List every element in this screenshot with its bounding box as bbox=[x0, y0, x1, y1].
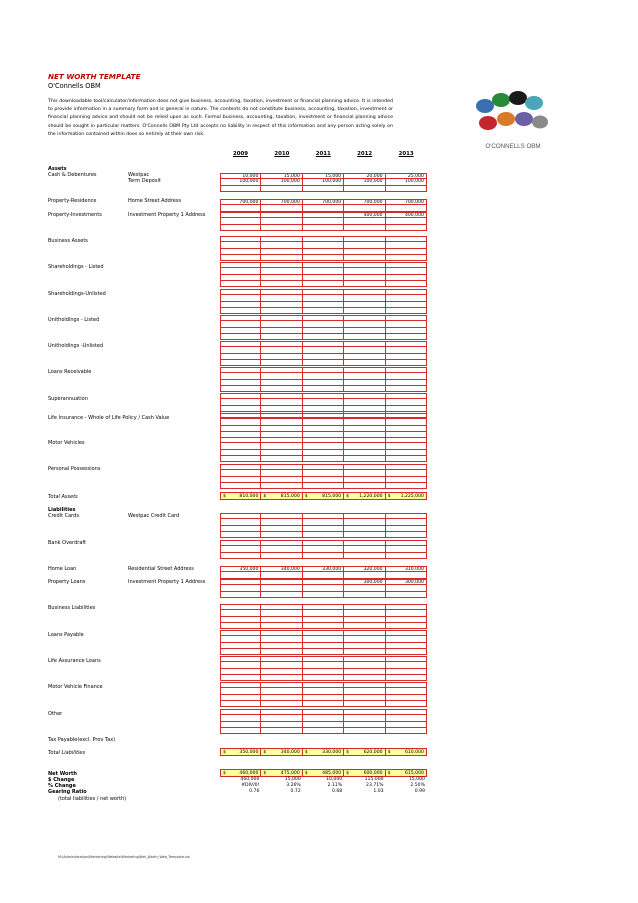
table-row bbox=[220, 675, 427, 681]
value-cell[interactable] bbox=[386, 649, 427, 655]
value-cell[interactable] bbox=[303, 623, 344, 629]
value-cell: 1.03 bbox=[373, 789, 384, 794]
value-cell[interactable] bbox=[261, 308, 302, 314]
total-assets-label: Total Assets bbox=[48, 494, 78, 500]
value-cell[interactable] bbox=[344, 360, 385, 366]
value-cell[interactable]: 100,000 bbox=[303, 179, 344, 185]
value-cell: 115,000 bbox=[364, 777, 384, 782]
liability-label: Other bbox=[48, 711, 63, 717]
table-row bbox=[220, 334, 427, 340]
value-cell[interactable] bbox=[344, 386, 385, 392]
asset-grid bbox=[220, 262, 427, 287]
value-cell: 0.76 bbox=[249, 789, 260, 794]
value-cell[interactable] bbox=[303, 456, 344, 462]
asset-grid bbox=[220, 341, 427, 366]
asset-detail: Term Deposit bbox=[128, 178, 161, 185]
liability-grid bbox=[220, 682, 427, 707]
value-cell[interactable] bbox=[261, 701, 302, 707]
value-cell[interactable]: 100,000 bbox=[261, 179, 302, 185]
value-cell: 0.72 bbox=[290, 789, 301, 794]
value-cell[interactable] bbox=[220, 649, 261, 655]
asset-label: Property-Residence bbox=[48, 198, 97, 204]
value-cell[interactable] bbox=[344, 205, 385, 211]
total-liabilities-label: Total Liabilities bbox=[48, 750, 86, 756]
asset-grid bbox=[220, 236, 427, 261]
value-cell[interactable] bbox=[261, 205, 302, 211]
value-cell[interactable] bbox=[303, 205, 344, 211]
value-cell[interactable] bbox=[261, 728, 302, 734]
liability-grid bbox=[220, 656, 427, 681]
table-row bbox=[220, 623, 427, 629]
value-cell[interactable] bbox=[344, 281, 385, 287]
liability-detail: Westpac Credit Card bbox=[128, 513, 180, 519]
asset-label: Shareholdings - Listed bbox=[48, 264, 104, 270]
value-cell[interactable] bbox=[303, 483, 344, 489]
asset-grid bbox=[220, 413, 427, 438]
value-cell[interactable] bbox=[261, 360, 302, 366]
value-cell[interactable] bbox=[386, 186, 427, 192]
value-cell[interactable] bbox=[261, 649, 302, 655]
asset-detail: Investment Property 1 Address bbox=[128, 212, 206, 218]
asset-grid bbox=[220, 212, 427, 231]
table-row bbox=[220, 532, 427, 538]
value-cell[interactable] bbox=[386, 728, 427, 734]
value-cell[interactable] bbox=[303, 386, 344, 392]
value-cell[interactable] bbox=[220, 592, 261, 598]
asset-detail: Westpac bbox=[128, 172, 150, 178]
value-cell[interactable] bbox=[261, 532, 302, 538]
value-cell[interactable]: $ 475,000 bbox=[261, 769, 302, 777]
value-cell: 0.68 bbox=[331, 789, 343, 794]
value-cell[interactable] bbox=[344, 225, 385, 231]
asset-grid bbox=[220, 315, 427, 340]
table-row bbox=[220, 386, 427, 392]
table-row bbox=[220, 360, 427, 366]
value-cell[interactable] bbox=[261, 553, 302, 559]
asset-grid bbox=[220, 464, 427, 489]
value-cell: 460,000 bbox=[240, 777, 260, 782]
asset-label: Motor Vehicles bbox=[48, 440, 85, 446]
value-cell[interactable] bbox=[386, 225, 427, 231]
value-cell[interactable] bbox=[303, 334, 344, 340]
value-cell[interactable]: $ 815,000 bbox=[303, 492, 344, 500]
tax-payable-label: Tax Payable(excl. Prov Tax) bbox=[48, 737, 116, 743]
gearing-note: (total liabilities / net worth) bbox=[58, 796, 127, 802]
value-cell[interactable]: 100,000 bbox=[344, 179, 385, 185]
gearing-ratio-label: Gearing Ratio bbox=[48, 789, 87, 795]
value-cell[interactable] bbox=[344, 701, 385, 707]
liability-grid bbox=[220, 540, 427, 559]
value-cell[interactable] bbox=[386, 592, 427, 598]
value-cell[interactable]: 10,000 bbox=[220, 173, 261, 179]
company-name: O'Connells OBM bbox=[48, 82, 101, 90]
value-cell: #DIV/0! bbox=[241, 783, 260, 788]
table-row bbox=[220, 205, 427, 211]
value-cell[interactable] bbox=[303, 225, 344, 231]
value-cell[interactable] bbox=[386, 532, 427, 538]
value-cell[interactable]: 700,000 bbox=[261, 199, 302, 205]
value-cell[interactable]: 300,000 bbox=[344, 579, 385, 585]
value-cell: 3.26% bbox=[286, 783, 301, 788]
table-row bbox=[220, 483, 427, 489]
asset-label: Cash & Debentures bbox=[48, 172, 97, 178]
asset-grid bbox=[220, 289, 427, 314]
table-row bbox=[220, 701, 427, 707]
value-cell[interactable] bbox=[303, 701, 344, 707]
asset-grid bbox=[220, 199, 427, 212]
gearing-ratio-row bbox=[220, 789, 427, 795]
value-cell[interactable] bbox=[344, 456, 385, 462]
value-cell[interactable] bbox=[220, 572, 261, 578]
value-cell: 10,000 bbox=[326, 777, 343, 782]
table-row bbox=[220, 748, 427, 756]
value-cell[interactable]: $ 815,000 bbox=[261, 492, 302, 500]
value-cell[interactable] bbox=[386, 572, 427, 578]
table-row bbox=[220, 186, 427, 192]
value-cell[interactable]: 700,000 bbox=[386, 199, 427, 205]
value-cell[interactable] bbox=[303, 649, 344, 655]
value-cell[interactable] bbox=[344, 553, 385, 559]
value-cell[interactable] bbox=[261, 456, 302, 462]
liability-grid bbox=[220, 604, 427, 629]
value-cell[interactable] bbox=[261, 572, 302, 578]
value-cell[interactable] bbox=[220, 623, 261, 629]
value-cell[interactable] bbox=[261, 255, 302, 261]
value-cell[interactable] bbox=[261, 334, 302, 340]
value-cell[interactable] bbox=[261, 592, 302, 598]
value-cell[interactable] bbox=[261, 675, 302, 681]
value-cell[interactable] bbox=[261, 483, 302, 489]
value-cell[interactable]: 330,000 bbox=[303, 566, 344, 572]
value-cell[interactable] bbox=[220, 553, 261, 559]
year-header: 2009 bbox=[232, 151, 248, 157]
value-cell: 23.71% bbox=[366, 783, 384, 788]
value-cell[interactable]: 340,000 bbox=[261, 566, 302, 572]
value-cell[interactable]: 20,000 bbox=[344, 173, 385, 179]
value-cell[interactable] bbox=[303, 255, 344, 261]
liability-grid bbox=[220, 579, 427, 598]
value-cell[interactable]: $ 610,000 bbox=[386, 748, 427, 756]
value-cell[interactable] bbox=[261, 281, 302, 287]
asset-label: Personal Possessions bbox=[48, 466, 101, 472]
liability-grid bbox=[220, 513, 427, 538]
value-cell[interactable] bbox=[386, 386, 427, 392]
value-cell[interactable] bbox=[386, 205, 427, 211]
value-cell[interactable] bbox=[303, 572, 344, 578]
value-cell[interactable]: 400,000 bbox=[386, 212, 427, 218]
value-cell[interactable] bbox=[303, 186, 344, 192]
value-cell[interactable] bbox=[386, 456, 427, 462]
asset-grid bbox=[220, 173, 427, 192]
value-cell[interactable] bbox=[261, 623, 302, 629]
value-cell[interactable]: 310,000 bbox=[386, 566, 427, 572]
value-cell: 2.11% bbox=[327, 783, 343, 788]
value-cell[interactable] bbox=[344, 255, 385, 261]
value-cell[interactable]: 320,000 bbox=[344, 566, 385, 572]
value-cell[interactable] bbox=[220, 701, 261, 707]
asset-label: Loans Receivable bbox=[48, 369, 92, 375]
value-cell[interactable] bbox=[220, 225, 261, 231]
year-headers bbox=[220, 151, 427, 160]
value-cell[interactable] bbox=[386, 675, 427, 681]
value-cell[interactable] bbox=[344, 483, 385, 489]
value-cell[interactable]: $ 340,000 bbox=[261, 748, 302, 756]
assets-heading: Assets bbox=[48, 166, 67, 172]
value-cell[interactable] bbox=[344, 623, 385, 629]
value-cell[interactable] bbox=[344, 308, 385, 314]
value-cell[interactable] bbox=[386, 360, 427, 366]
total-assets-row bbox=[220, 492, 427, 500]
table-row bbox=[220, 255, 427, 261]
asset-grid bbox=[220, 437, 427, 462]
value-cell[interactable] bbox=[386, 308, 427, 314]
value-cell[interactable]: 700,000 bbox=[220, 199, 261, 205]
table-row bbox=[220, 728, 427, 734]
total-liabilities-row bbox=[220, 748, 427, 756]
liability-label: Property Loans bbox=[48, 579, 86, 585]
asset-label: Life Insurance - Whole of Life Policy / Cash Value bbox=[48, 415, 170, 421]
value-cell: 0.99 bbox=[414, 789, 425, 794]
value-cell[interactable] bbox=[303, 675, 344, 681]
value-cell: 15,000 bbox=[408, 777, 425, 782]
liability-label: Bank Overdraft bbox=[48, 540, 87, 546]
value-cell[interactable] bbox=[261, 225, 302, 231]
asset-label: Unitholdings - Listed bbox=[48, 317, 100, 323]
value-cell[interactable] bbox=[303, 308, 344, 314]
value-cell[interactable]: $ 615,000 bbox=[386, 769, 427, 777]
value-cell[interactable]: 300,000 bbox=[386, 579, 427, 585]
asset-label: Property-Investments bbox=[48, 212, 102, 218]
value-cell[interactable]: 25,000 bbox=[386, 173, 427, 179]
table-row bbox=[220, 225, 427, 231]
value-cell[interactable] bbox=[386, 483, 427, 489]
value-cell[interactable]: $ 600,000 bbox=[344, 769, 385, 777]
value-cell[interactable]: $ 460,000 bbox=[220, 769, 261, 777]
value-cell[interactable]: $ 810,000 bbox=[220, 492, 261, 500]
liability-label: Life Assurance Loans bbox=[48, 658, 101, 664]
value-cell[interactable] bbox=[303, 592, 344, 598]
liability-label: Credit Cards bbox=[48, 513, 79, 519]
value-cell: 15,000 bbox=[284, 777, 301, 782]
liability-label: Loans Payable bbox=[48, 632, 84, 638]
value-cell[interactable] bbox=[303, 360, 344, 366]
table-row bbox=[220, 308, 427, 314]
table-row bbox=[220, 281, 427, 287]
value-cell[interactable] bbox=[220, 205, 261, 211]
value-cell[interactable] bbox=[386, 281, 427, 287]
liability-label: Home Loan bbox=[48, 566, 77, 572]
value-cell[interactable] bbox=[344, 532, 385, 538]
value-cell[interactable] bbox=[220, 675, 261, 681]
asset-detail: Home Street Address bbox=[128, 198, 182, 204]
value-cell[interactable]: 100,000 bbox=[220, 179, 261, 185]
value-cell[interactable]: $ 485,000 bbox=[303, 769, 344, 777]
page-title: NET WORTH TEMPLATE bbox=[48, 72, 141, 81]
liability-label: Motor Vehicle Finance bbox=[48, 684, 103, 690]
value-cell[interactable]: 350,000 bbox=[220, 566, 261, 572]
table-row bbox=[220, 769, 427, 777]
value-cell[interactable]: $ 1,225,000 bbox=[386, 492, 427, 500]
value-cell[interactable] bbox=[386, 623, 427, 629]
liability-detail: Investment Property 1 Address bbox=[128, 579, 206, 585]
value-cell[interactable] bbox=[344, 675, 385, 681]
value-cell[interactable] bbox=[220, 255, 261, 261]
value-cell[interactable]: 100,000 bbox=[386, 179, 427, 185]
asset-grid bbox=[220, 367, 427, 392]
net-worth-label: Net Worth bbox=[48, 771, 77, 777]
value-cell[interactable] bbox=[386, 255, 427, 261]
value-cell[interactable] bbox=[303, 532, 344, 538]
value-cell[interactable] bbox=[220, 360, 261, 366]
value-cell[interactable] bbox=[344, 649, 385, 655]
percent-change-label: % Change bbox=[48, 783, 76, 789]
table-row bbox=[220, 456, 427, 462]
liability-grid bbox=[220, 709, 427, 734]
value-cell[interactable]: $ 1,220,000 bbox=[344, 492, 385, 500]
net-worth-row bbox=[220, 769, 427, 777]
value-cell[interactable] bbox=[344, 186, 385, 192]
value-cell[interactable] bbox=[303, 281, 344, 287]
value-cell[interactable] bbox=[386, 553, 427, 559]
year-header: 2010 bbox=[274, 151, 290, 157]
value-cell[interactable] bbox=[220, 186, 261, 192]
value-cell[interactable] bbox=[220, 281, 261, 287]
value-cell[interactable]: $ 620,000 bbox=[344, 748, 385, 756]
file-path-footer: M:\Administration\Marketing\Website\Marketing\Net_Worth_Web_Template.xls bbox=[58, 855, 190, 859]
value-cell[interactable] bbox=[220, 483, 261, 489]
table-row bbox=[220, 649, 427, 655]
year-header: 2012 bbox=[357, 151, 373, 157]
value-cell[interactable]: 15,000 bbox=[303, 173, 344, 179]
table-row bbox=[220, 492, 427, 500]
value-cell[interactable] bbox=[261, 386, 302, 392]
value-cell[interactable] bbox=[220, 334, 261, 340]
value-cell[interactable]: 15,000 bbox=[261, 173, 302, 179]
value-cell[interactable] bbox=[220, 728, 261, 734]
liability-label: Business Liabilities bbox=[48, 605, 96, 611]
value-cell[interactable]: 700,000 bbox=[303, 199, 344, 205]
value-cell[interactable] bbox=[344, 592, 385, 598]
disclaimer-text: This downloadable tool/calculator/information does not give business, accounting, taxation, investment or financial planning advice. It is intended to provide information in a summary form and is general in nature. The contents do not constitute business, accounting, taxation, investment or financial planning advice and should not be relied upon as such. Formal business, accounting, taxation, investment or financial planning advice should be sought in particular matters. O'Connells OBM Pty Ltd accepts no liability in respect of this information and any person acting solely on the information contained within does so entirely at their own risk. bbox=[48, 99, 393, 137]
liabilities-heading: Liabilities bbox=[48, 507, 76, 513]
liability-detail: Residential Street Address bbox=[128, 566, 194, 572]
value-cell[interactable] bbox=[303, 553, 344, 559]
year-header: 2011 bbox=[315, 151, 331, 157]
table-row bbox=[220, 572, 427, 578]
value-cell[interactable] bbox=[344, 728, 385, 734]
value-cell[interactable]: $ 330,000 bbox=[303, 748, 344, 756]
asset-label: Unitholdings -Unlisted bbox=[48, 343, 104, 349]
value-cell[interactable]: 400,000 bbox=[344, 212, 385, 218]
company-logo bbox=[468, 86, 558, 156]
value-cell[interactable]: 700,000 bbox=[344, 199, 385, 205]
liability-grid bbox=[220, 566, 427, 579]
year-header: 2013 bbox=[398, 151, 414, 157]
logo-text: O'CONNELLS OBM bbox=[485, 143, 541, 150]
value-cell[interactable] bbox=[386, 334, 427, 340]
value-cell[interactable] bbox=[386, 701, 427, 707]
value-cell[interactable] bbox=[344, 572, 385, 578]
table-row bbox=[220, 553, 427, 559]
logo-graphic bbox=[468, 86, 558, 156]
value-cell[interactable] bbox=[261, 186, 302, 192]
asset-label: Superannuation bbox=[48, 396, 88, 402]
value-cell: 2.50% bbox=[410, 783, 425, 788]
asset-label: Shareholdings-Unlisted bbox=[48, 291, 106, 297]
value-cell[interactable]: $ 350,000 bbox=[220, 748, 261, 756]
value-cell[interactable] bbox=[220, 386, 261, 392]
asset-label: Business Assets bbox=[48, 238, 88, 244]
value-cell[interactable] bbox=[220, 308, 261, 314]
dollar-change-label: $ Change bbox=[48, 777, 75, 783]
value-cell[interactable] bbox=[220, 532, 261, 538]
value-cell[interactable] bbox=[303, 728, 344, 734]
liability-grid bbox=[220, 630, 427, 655]
value-cell[interactable] bbox=[220, 456, 261, 462]
value-cell[interactable] bbox=[344, 334, 385, 340]
table-row bbox=[220, 592, 427, 598]
